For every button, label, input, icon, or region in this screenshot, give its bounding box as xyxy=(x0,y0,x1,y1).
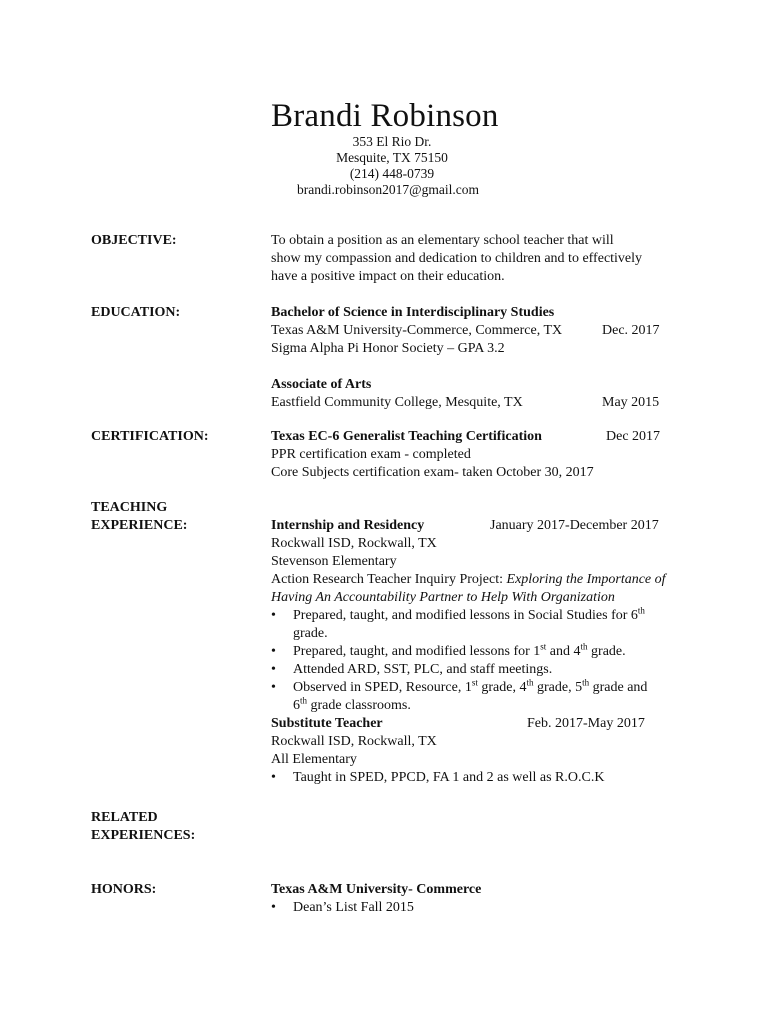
objective-line: show my compassion and dedication to children and to effectively xyxy=(271,251,643,266)
job-title: Substitute Teacher xyxy=(271,716,383,731)
honor-society-line: Sigma Alpha Pi Honor Society – GPA 3.2 xyxy=(271,341,505,356)
job-date: January 2017-December 2017 xyxy=(490,518,659,533)
job-title-line xyxy=(271,715,681,733)
certification-title: Texas EC-6 Generalist Teaching Certification xyxy=(271,429,542,444)
address-line: 353 El Rio Dr. xyxy=(352,134,432,149)
project-label: Action Research Teacher Inquiry Project: xyxy=(271,572,507,587)
school-line xyxy=(271,322,681,340)
job-bullet-list xyxy=(271,769,681,787)
job-school: Stevenson Elementary xyxy=(271,554,397,569)
certification-detail: PPR certification exam - completed xyxy=(271,447,471,462)
job-school: All Elementary xyxy=(271,752,357,767)
job-title: Internship and Residency xyxy=(271,518,425,533)
teaching-label: TEACHING EXPERIENCE: xyxy=(91,500,188,533)
degree-title: Associate of Arts xyxy=(271,377,372,392)
honors-label: HONORS: xyxy=(91,882,157,897)
objective-text xyxy=(271,232,681,286)
honors-title: Texas A&M University- Commerce xyxy=(271,882,482,897)
education-label: EDUCATION: xyxy=(91,305,181,320)
honors-content xyxy=(271,881,681,917)
objective-line: To obtain a position as an elementary school teacher that will xyxy=(271,233,614,248)
job-location: Rockwall ISD, Rockwall, TX xyxy=(271,734,437,749)
degree-date: Dec. 2017 xyxy=(602,323,660,338)
project-description xyxy=(271,571,671,607)
certification-detail: Core Subjects certification exam- taken October 30, 2017 xyxy=(271,465,594,480)
related-label: RELATED EXPERIENCES: xyxy=(91,810,196,843)
resume-name: Brandi Robinson xyxy=(271,98,499,134)
list-item: • Prepared, taught, and modified lessons for 1st and 4th grade. xyxy=(271,643,681,661)
phone-line: (214) 448-0739 xyxy=(349,166,435,181)
list-item: • Attended ARD, SST, PLC, and staff meetings. xyxy=(271,661,681,679)
list-item: • Observed in SPED, Resource, 1st grade, 4th grade, 5th grade and 6th grade classrooms. xyxy=(271,679,681,715)
job-date: Feb. 2017-May 2017 xyxy=(527,716,645,731)
list-item: • Taught in SPED, PPCD, FA 1 and 2 as well as R.O.C.K xyxy=(271,769,681,787)
certification-content xyxy=(271,428,681,482)
degree-title: Bachelor of Science in Interdisciplinary Studies xyxy=(271,305,555,320)
certification-date: Dec 2017 xyxy=(606,429,661,444)
certification-title-line xyxy=(271,428,681,446)
school-name: Eastfield Community College, Mesquite, TX xyxy=(271,395,523,410)
school-name: Texas A&M University-Commerce, Commerce, TX xyxy=(271,323,563,338)
contact-block xyxy=(272,134,512,198)
objective-label: OBJECTIVE: xyxy=(91,233,177,248)
job-title-line xyxy=(271,517,681,535)
education-content xyxy=(271,304,681,412)
project-title: Exploring the Importance of Having An Accountability Partner to Help With Organization xyxy=(271,572,666,605)
list-item: • Prepared, taught, and modified lessons in Social Studies for 6th grade. xyxy=(271,607,681,643)
list-item: • Dean’s List Fall 2015 xyxy=(271,899,681,917)
certification-label: CERTIFICATION: xyxy=(91,429,209,444)
job-bullet-list xyxy=(271,607,681,715)
degree-date: May 2015 xyxy=(602,395,660,410)
honors-list xyxy=(271,899,681,917)
email-line: brandi.robinson2017@gmail.com xyxy=(297,182,479,197)
teaching-content xyxy=(271,517,681,787)
city-line: Mesquite, TX 75150 xyxy=(336,150,448,165)
school-line xyxy=(271,394,681,412)
job-location: Rockwall ISD, Rockwall, TX xyxy=(271,536,437,551)
objective-line: have a positive impact on their education. xyxy=(271,269,505,284)
